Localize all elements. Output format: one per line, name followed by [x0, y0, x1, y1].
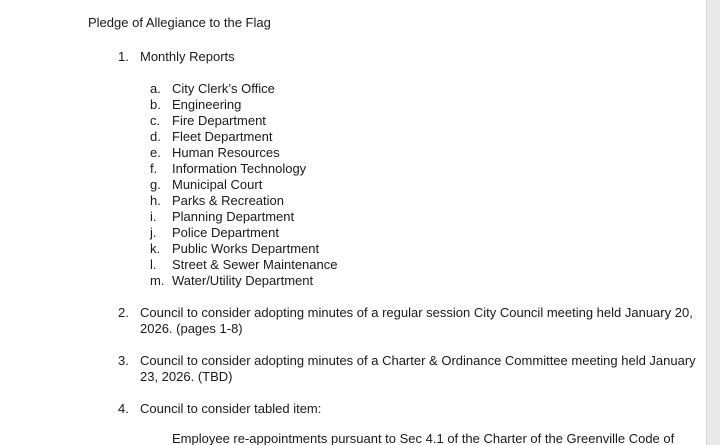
list-item-letter: d.	[150, 129, 161, 144]
list-item-label: Fleet Department	[172, 129, 273, 144]
item-4-line-1: Council to consider tabled item:	[140, 401, 322, 416]
item-3-line-1: Council to consider adopting minutes of a Charter & Ordinance Committee meeting held January	[140, 353, 696, 368]
list-item-letter: k.	[150, 241, 161, 256]
list-item-letter: l.	[150, 257, 157, 272]
list-item-label: Water/Utility Department	[172, 273, 314, 288]
list-item-letter: a.	[150, 81, 161, 96]
list-item-label: Public Works Department	[172, 241, 320, 256]
list-item-letter: g.	[150, 177, 161, 192]
item-4-detail: Employee re-appointments pursuant to Sec 4.1 of the Charter of the Greenville Code of	[172, 431, 675, 445]
list-item-letter: b.	[150, 97, 161, 112]
list-item-label: Fire Department	[172, 113, 266, 128]
item-4-number: 4.	[118, 401, 129, 416]
list-item-letter: c.	[150, 113, 161, 128]
list-item-label: Parks & Recreation	[172, 193, 284, 208]
item-3-line-2: 23, 2026. (TBD)	[140, 369, 233, 384]
list-item-label: Municipal Court	[172, 177, 263, 192]
list-item-label: Police Department	[172, 225, 279, 240]
item-1-number: 1.	[118, 49, 129, 64]
item-3-number: 3.	[118, 353, 129, 368]
list-item-label: Street & Sewer Maintenance	[172, 257, 338, 272]
list-item-letter: f.	[150, 161, 158, 176]
list-item-label: Engineering	[172, 97, 242, 112]
item-2-number: 2.	[118, 305, 129, 320]
pledge-heading: Pledge of Allegiance to the Flag	[88, 15, 271, 30]
list-item-label: Planning Department	[172, 209, 295, 224]
item-1-title: Monthly Reports	[140, 49, 235, 64]
list-item-label: Information Technology	[172, 161, 307, 176]
list-item-letter: m.	[150, 273, 165, 288]
item-2-line-2: 2026. (pages 1-8)	[140, 321, 243, 336]
item-2-line-1: Council to consider adopting minutes of a regular session City Council meeting held January 20,	[140, 305, 693, 320]
list-item-letter: i.	[150, 209, 157, 224]
list-item-letter: h.	[150, 193, 161, 208]
list-item-letter: j.	[150, 225, 157, 240]
list-item-label: City Clerk’s Office	[172, 81, 275, 96]
list-item-label: Human Resources	[172, 145, 280, 160]
list-item-letter: e.	[150, 145, 161, 160]
